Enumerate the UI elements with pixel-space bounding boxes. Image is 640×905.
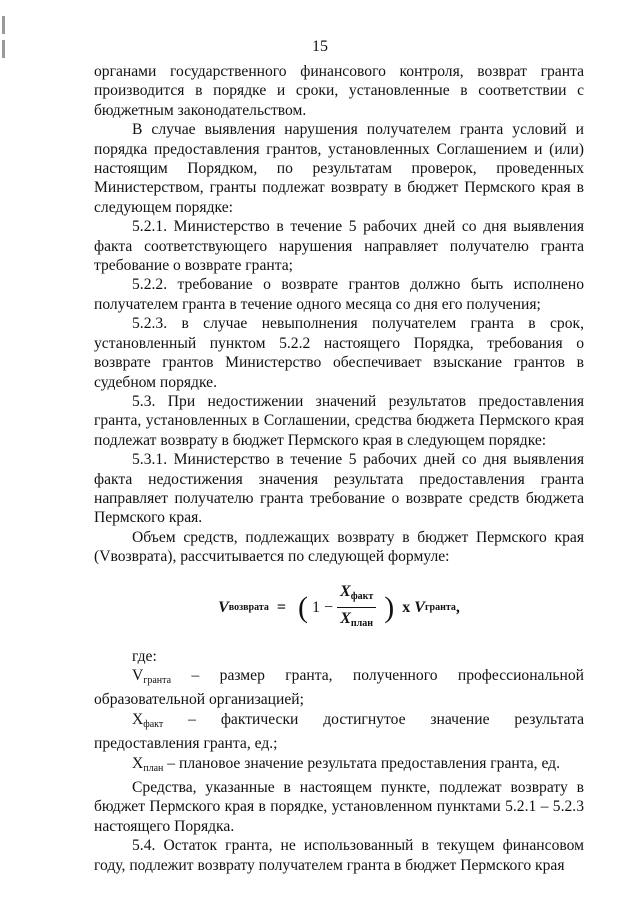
where-label: где: — [132, 647, 157, 665]
formula-v-grant-sub: гранта — [424, 601, 456, 613]
paragraph-funds-return: Средства, указанные в настоящем пункте, подлежат возврату в бюджет Пермского края в порядке, установленном пунктами 5.2.1 – 5.2.3 настоящего Порядка. — [94, 779, 584, 835]
definition-x-fact: $X_{факт}$ – фактически достигнутое значение результата предоставления гранта, ед.; — [94, 710, 584, 753]
formula-times: x — [402, 598, 411, 616]
paragraph-continuation: органами государственного финансового контроля, возврат гранта производится в порядке и сроки, установленные в соответствии с бюджетным законодательством. — [94, 63, 584, 119]
document-body — [94, 62, 584, 875]
clause-5-4: 5.4. Остаток гранта, не использованный в текущем финансовом году, подлежит возврату получателем гранта в бюджет Пермского края — [94, 837, 584, 874]
formula-v: V — [218, 598, 229, 616]
scan-edge-mark — [2, 16, 5, 34]
formula-denominator: $X_{план}$ — [340, 610, 374, 630]
formula-open-paren: ( — [298, 590, 308, 624]
paragraph-volume: Объем средств, подлежащих возврату в бюджет Пермского края (Vвозврата), рассчитывается по следующей формуле: — [94, 528, 584, 566]
clause-5-2-3: 5.2.3. в случае невыполнения получателем гранта в срок, установленный пунктом 5.2.2 настоящего Порядка, требования о возврате грантов Министерство обеспечивает взыскание грантов в судебном порядке. — [94, 315, 584, 391]
formula-numerator: $X_{факт}$ — [337, 582, 376, 608]
clause-5-2-2: 5.2.2. требование о возврате грантов должно быть исполнено получателем гранта в течение одного месяца со дня его получения; — [94, 276, 584, 313]
formula-fraction — [337, 582, 376, 634]
definition-v-grant: $V_{гранта}$ – размер гранта, полученного профессиональной образовательной организацией; — [94, 666, 584, 709]
clause-5-3: 5.3. При недостижении значений результатов предоставления гранта, установленных в Соглашении, средства бюджета Пермского края подлежат возврату в бюджет Пермского края в следующем порядке: — [94, 392, 584, 449]
formula-one-minus: 1 − — [312, 598, 334, 616]
formula-tail: , — [455, 598, 460, 616]
formula-v-sub: возврата — [228, 601, 269, 613]
clause-5-3-1: 5.3.1. Министерство в течение 5 рабочих дней со дня выявления факта недостижения значения результата предоставления гранта направляет получателю гранта требование о возврате средств бюджета Пермского края. — [94, 451, 584, 527]
formula-equals: = — [276, 598, 286, 616]
page-number: 15 — [312, 38, 328, 55]
formula-close-paren: ) — [384, 590, 395, 624]
refund-formula — [94, 575, 584, 641]
formula-v-grant: V — [414, 598, 425, 616]
paragraph-violation: В случае выявления нарушения получателем гранта условий и порядка предоставления грантов, установленных Соглашением и (или) настоящим Порядком, по результатам проверок, проведенных Министерством, гранты подлежат возврату в бюджет Пермского края в следующем порядке: — [94, 121, 584, 216]
definition-x-plan: $X_{план}$ – плановое значение результата предоставления гранта, ед. — [132, 754, 561, 774]
clause-5-2-1: 5.2.1. Министерство в течение 5 рабочих дней со дня выявления факта соответствующего нарушения направляет получателю гранта требование о возврате гранта; — [94, 218, 584, 275]
